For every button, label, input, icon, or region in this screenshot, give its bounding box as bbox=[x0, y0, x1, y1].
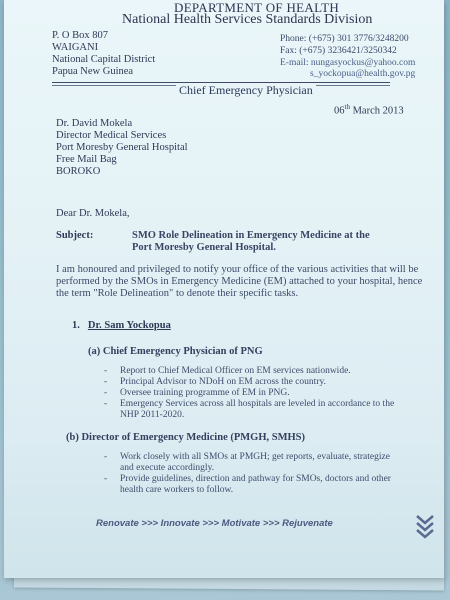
bullet-item: Emergency Services across all hospitals are leveled in accordance to the bbox=[120, 399, 395, 409]
intro-paragraph: I am honoured and privileged to notify your office of the various activities that will be bbox=[56, 264, 419, 275]
bullet-item: Principal Advisor to NDoH on EM across the country. bbox=[120, 377, 326, 387]
bullet-dash: - bbox=[104, 399, 108, 409]
recipient-line: Free Mail Bag bbox=[56, 154, 117, 165]
bullet-item: Provide guidelines, direction and pathway for SMOs, doctors and other bbox=[120, 474, 391, 484]
intro-paragraph: the term "Role Delineation" to denote their specific tasks. bbox=[56, 288, 299, 299]
salutation: Dear Dr. Mokela, bbox=[56, 208, 130, 219]
fax-line: Fax: (+675) 3236421/3250342 bbox=[280, 46, 397, 56]
recipient-line: Director Medical Services bbox=[56, 130, 167, 141]
chevron-down-icon bbox=[414, 513, 436, 539]
subsection-heading: (b) Director of Emergency Medicine (PMGH, SMHS) bbox=[66, 432, 306, 443]
bullet-dash: - bbox=[104, 366, 108, 376]
recipient-line: BOROKO bbox=[56, 166, 101, 177]
division-heading: National Health Services Standards Division bbox=[122, 12, 373, 27]
recipient-line: Dr. David Mokela bbox=[56, 118, 133, 129]
department-heading: DEPARTMENT OF HEALTH bbox=[174, 0, 340, 15]
bullet-item: Oversee training programme of EM in PNG. bbox=[120, 388, 290, 398]
bullet-item-continued: health care workers to follow. bbox=[120, 485, 234, 495]
footer-motto: Renovate >>> Innovate >>> Motivate >>> Rejuvenate bbox=[96, 518, 333, 529]
bullet-dash: - bbox=[104, 474, 108, 484]
bullet-item: Report to Chief Medical Officer on EM services nationwide. bbox=[120, 366, 351, 376]
intro-paragraph: performed by the SMOs in Emergency Medicine (EM) attached to your hospital, hence bbox=[56, 276, 423, 287]
address-line: Papua New Guinea bbox=[52, 66, 134, 77]
section-heading: 1. Dr. Sam Yockopua bbox=[72, 320, 171, 331]
bullet-dash: - bbox=[104, 377, 108, 387]
bullet-item-continued: NHP 2011-2020. bbox=[120, 410, 185, 420]
letter-date: 06th March 2013 bbox=[334, 103, 404, 117]
address-line: National Capital District bbox=[52, 54, 156, 65]
email-line: E-mail: nungasyockus@yahoo.com bbox=[280, 58, 416, 68]
subject-label: Subject: bbox=[56, 230, 94, 241]
bullet-dash: - bbox=[104, 388, 108, 398]
address-line: P. O Box 807 bbox=[52, 30, 109, 41]
phone-line: Phone: (+675) 301 3776/3248200 bbox=[280, 34, 409, 44]
subject-text: SMO Role Delineation in Emergency Medicine at the bbox=[132, 230, 370, 241]
subject-text: Port Moresby General Hospital. bbox=[132, 242, 276, 253]
bullet-item-continued: and execute accordingly. bbox=[120, 463, 215, 473]
bullet-item: Work closely with all SMOs at PMGH; get reports, evaluate, strategize bbox=[120, 452, 390, 462]
address-line: WAIGANI bbox=[52, 42, 99, 53]
subsection-heading: (a) Chief Emergency Physician of PNG bbox=[88, 346, 263, 357]
office-title: Chief Emergency Physician bbox=[176, 83, 316, 98]
recipient-line: Port Moresby General Hospital bbox=[56, 142, 188, 153]
letter-page bbox=[4, 0, 444, 578]
email-line-2: s_yockopua@health.gov.pg bbox=[310, 69, 416, 79]
bullet-dash: - bbox=[104, 452, 108, 462]
